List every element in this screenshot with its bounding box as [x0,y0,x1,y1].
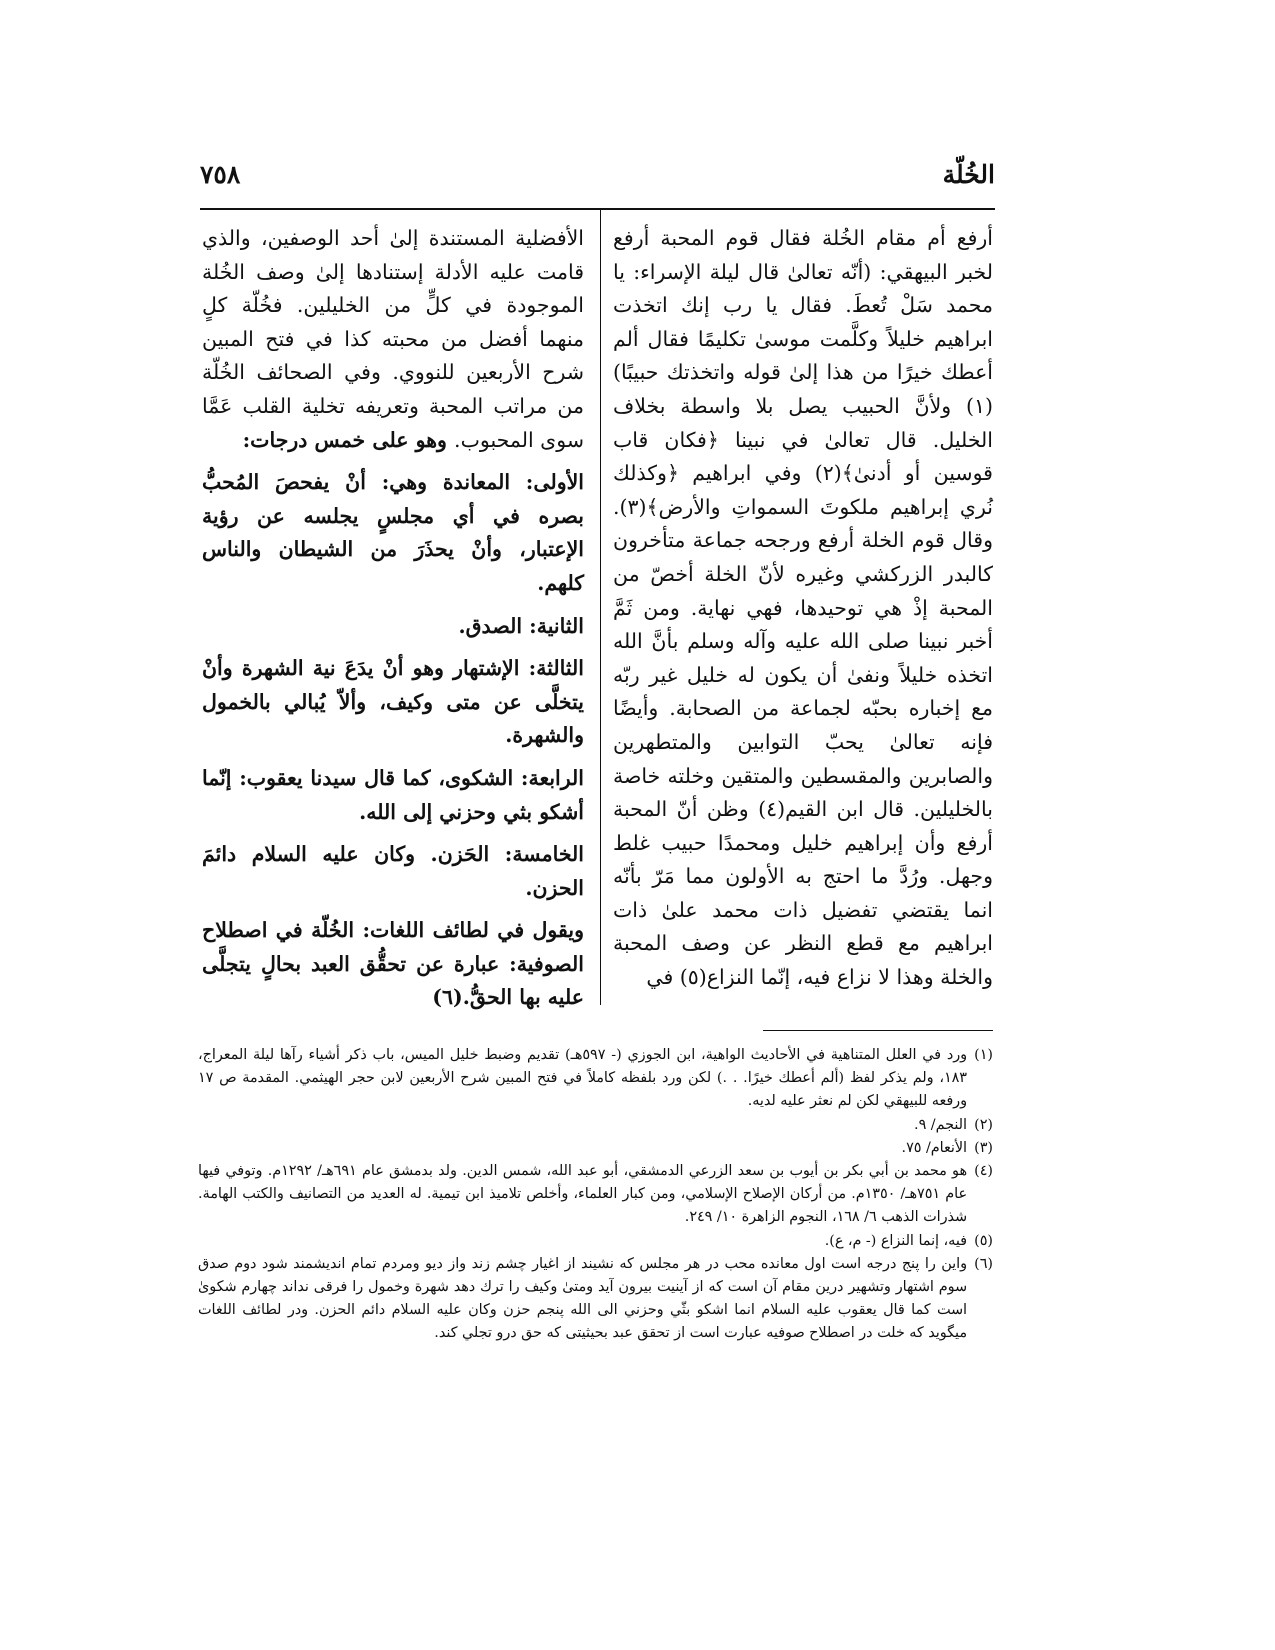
degree-5: الخامسة: الحَزن. وكان عليه السلام دائمَ الحزن. [202,842,584,900]
footnote-number: (٤) [974,1163,993,1180]
footnote-2 [198,1114,993,1137]
footnote-text: ورد في العلل المتناهية في الأحاديث الواهية، ابن الجوزي (- ٥٩٧هـ) تقديم وضبط خليل الميس، باب ذكر أشياء رآها ليلة المعراج، ١٨٣، ولم يذكر لفظ (ألم أعطك خيرًا. . .) لكن ورد بلفظه كاملاً في فتح المبين شرح الأربعين لابن حجر الهيثمي. المقدمة ص ١٧ ورفعه للبيهقي لكن لم نعثر عليه لديه. [198,1047,968,1110]
footnote-text: النجم/ ٩. [914,1116,967,1133]
footnote-number: (٥) [974,1232,993,1249]
page-number: ٧٥٨ [200,160,241,189]
footnote-number: (٣) [974,1139,993,1156]
footnote-number: (٦) [974,1255,993,1272]
footnote-1 [198,1044,993,1114]
right-text-column [613,222,993,995]
paragraph-lead-in: وهو على خمس درجات: [242,427,455,452]
footnote-text: الأنعام/ ٧٥. [901,1139,967,1156]
left-text-column [202,222,584,1015]
column-divider [600,210,601,1005]
footnote-text: هو محمد بن أبي بكر بن أيوب بن سعد الزرعي الدمشقي، أبو عبد الله، شمس الدين. ولد بدمشق عام ٦٩١هـ/ ١٢٩٢م. وتوفي فيها عام ٧٥١هـ/ ١٣٥٠م. من أركان الإصلاح الإسلامي، ومن كبار العلماء، وأخلص تلاميذ ابن تيمية. له العديد من التصانيف والكتب الهامة. شذرات الذهب ٦/ ١٦٨، النجوم الزاهرة ١٠/ ٢٤٩. [198,1163,967,1226]
degree-4: الرابعة: الشكوى، كما قال سيدنا يعقوب: إنّما أشكو بثي وحزني إلى الله. [202,765,584,824]
paragraph-text: الأفضلية المستندة إلىٰ أحد الوصفين، والذي قامت عليه الأدلة إستنادها إلىٰ وصف الخُلة الموجودة في كلٍّ من الخليلين. فخُلّة كلٍ منهما أفضل من محبته كذا في فتح المبين شرح الأربعين للنووي. وفي الصحائف الخُلّة من مراتب المحبة وتعريفه تخلية القلب عَمَّا سوى المحبوب. [202,226,584,452]
footnote-separator [763,1030,993,1031]
footnote-text: فيه، إنما النزاع (- م، ع). [824,1232,967,1249]
footnote-3 [198,1137,993,1160]
degree-1: الأولى: المعاندة وهي: أنْ يفحصَ المُحبُّ بصره في أي مجلسٍ يجلسه عن رؤية الإعتبار، وأنْ يحذَرَ من الشيطان والناس كلهم. [202,470,584,595]
degree-2: الثانية: الصدق. [458,613,584,638]
footnote-4 [198,1160,993,1230]
paragraph [202,222,584,457]
paragraph: أرفع أم مقام الخُلة فقال قوم المحبة أرفع لخبر البيهقي: (أنّه تعالىٰ قال ليلة الإسراء: يا محمد سَلْ تُعطَ. فقال يا رب إنك اتخذت ابراهيم خليلاً وكلَّمت موسىٰ تكليمًا فقال ألم أعطك خيرًا من هذا إلىٰ قوله واتخذتك حبيبًا)(١) ولأنَّ الحبيب يصل بلا واسطة بخلاف الخليل. قال تعالىٰ في نبينا ﴿فكان قاب قوسين أو أدنىٰ﴾(٢) وفي ابراهيم ﴿وكذلك نُري إبراهيم ملكوتَ السمواتِ والأرض﴾(٣). وقال قوم الخلة أرفع ورجحه جماعة متأخرون كالبدر الزركشي وغيره لأنّ الخلة أخصّ من المحبة إذْ هي توحيدها، فهي نهاية. ومن ثَمَّ أخبر نبينا صلى الله عليه وآله وسلم بأنَّ الله اتخذه خليلاً ونفىٰ أن يكون له خليل غير ربّه مع إخباره بحبّه لجماعة من الصحابة. وأيضًا فإنه تعالىٰ يحبّ التوابين والمتطهرين والصابرين والمقسطين والمتقين وخلته خاصة بالخليلين. قال ابن القيم(٤) وظن أنّ المحبة أرفع وأن إبراهيم خليل ومحمدًا حبيب غلط وجهل. ورُدَّ ما احتج به الأولون مما مَرّ بأنّه انما يقتضي تفضيل ذات محمد علىٰ ذات ابراهيم مع قطع النظر عن وصف المحبة والخلة وهذا لا نزاع فيه، إنّما النزاع(٥) في [613,226,993,990]
footnote-5 [198,1230,993,1253]
page-header [200,160,995,206]
running-head: الخُلّة [942,160,995,189]
footnote-6 [198,1253,993,1346]
header-rule [200,208,995,210]
footnote-number: (١) [974,1047,993,1063]
footnote-number: (٢) [974,1116,993,1133]
footnotes [198,1044,993,1346]
lataif-quote: ويقول في لطائف اللغات: الخُلّة في اصطلاح الصوفية: عبارة عن تحقُّق العبد بحالٍ يتجلَّى عليه بها الحقُّ.(٦) [202,918,584,1010]
footnote-text: واين را پنج درجه است اول معانده محب در هر مجلس كه نشيند از اغيار چشم زند واز ديو ومردم تمام انديشمند شود دوم صدق سوم اشتهار وتشهير درين مقام آن است كه از آينيت بيرون آيد ومتىٰ وكيف را ترك دهد شهرة وخمول را فرقى نداند چهارم شكوىٰ است كما قال يعقوب عليه السلام انما اشكو بثّي وحزني الى الله پنجم حزن وكان عليه السلام دائم الحزن. ودر لطائف اللغات ميگويد كه خلت در اصطلاح صوفيه عبارت است از تحقق عبد بحيثيتى كه حق درو تجلي كند. [198,1255,967,1342]
degree-3: الثالثة: الإشتهار وهو أنْ يدَعَ نية الشهرة وأنْ يتخلَّى عن متى وكيف، وألاّ يُبالي بالخمول والشهرة. [202,656,584,748]
